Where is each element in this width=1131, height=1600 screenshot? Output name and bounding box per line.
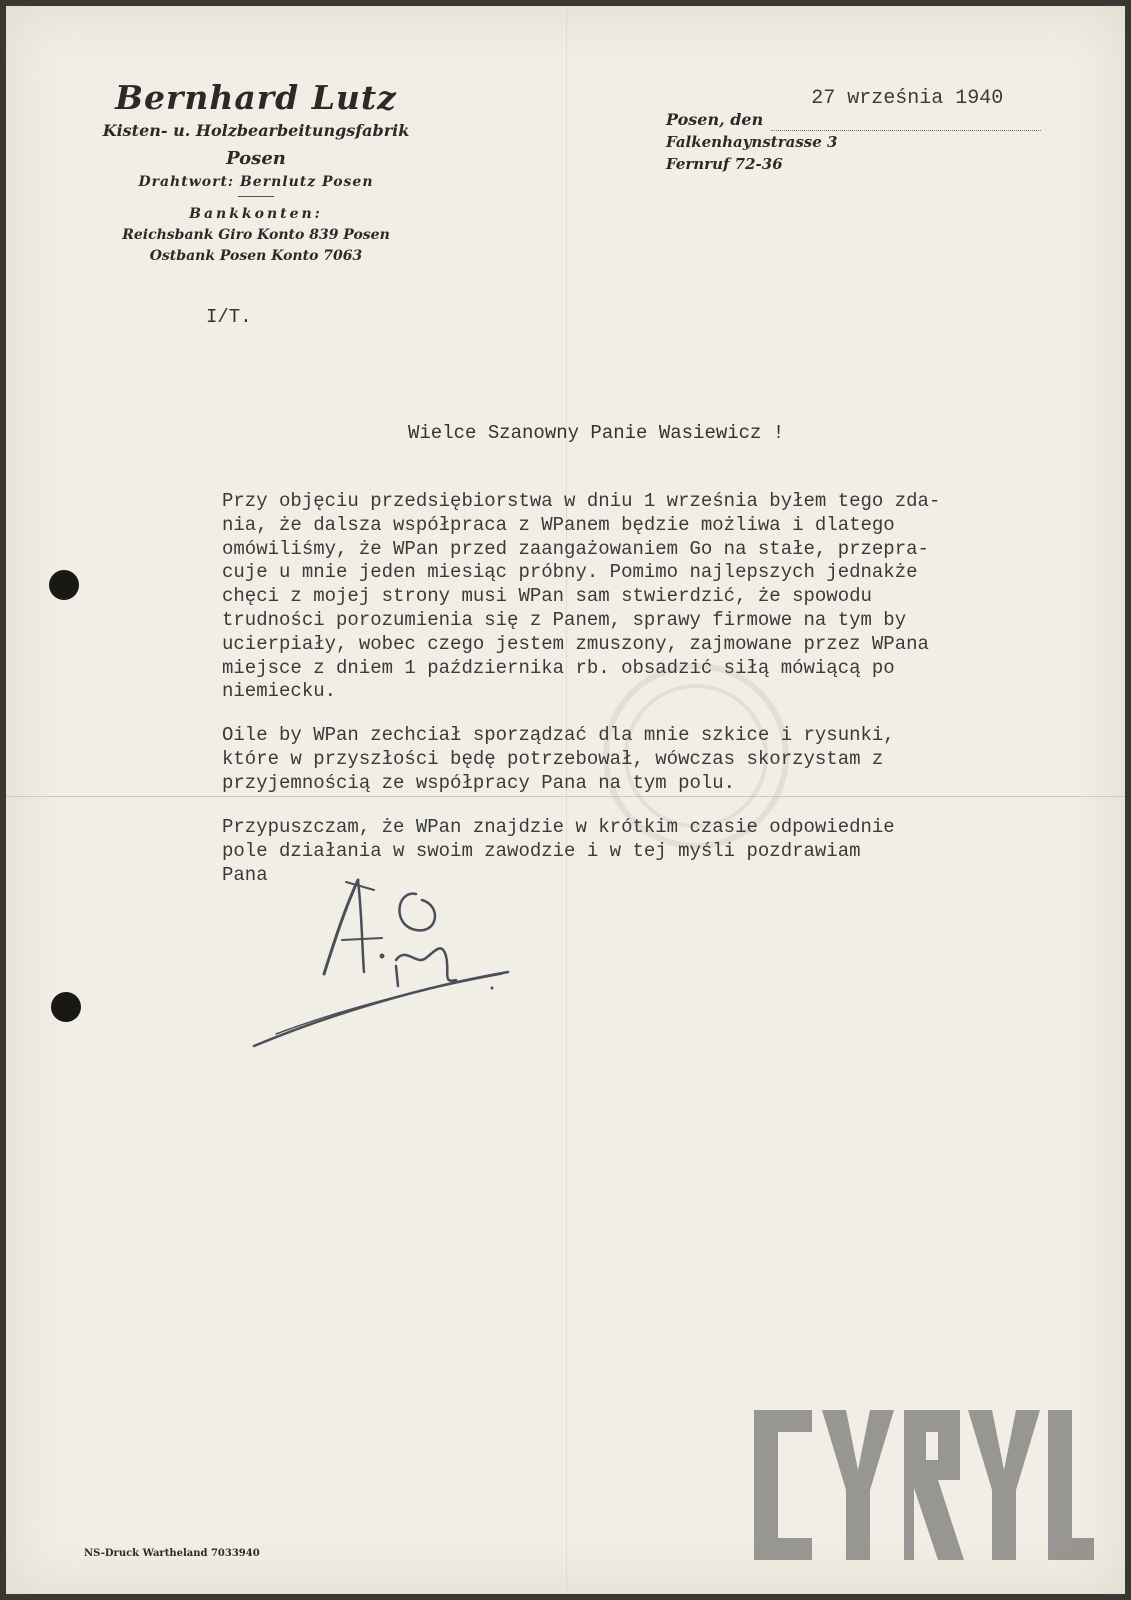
handwritten-signature: [246, 876, 526, 1076]
printer-footer: NS-Druck Wartheland 7033940: [84, 1548, 260, 1559]
paragraph-line: miejsce z dniem 1 października rb. obsadzić siłą mówiącą po: [222, 656, 895, 679]
place-date-line: [666, 87, 1041, 131]
company-phone: Fernruf 72-36: [666, 155, 783, 173]
cyryl-watermark-logo: [754, 1410, 1094, 1560]
reference-code: I/T.: [206, 306, 252, 328]
paragraph-line: cuje u mnie jeden miesiąc próbny. Pomimo najlepszych jednakże: [222, 561, 918, 584]
punch-hole-upper: [49, 570, 79, 600]
paragraph-1: [222, 490, 1102, 704]
letter-sheet: [6, 6, 1125, 1594]
paragraph-2: [222, 724, 1102, 795]
paragraph-line: Pana: [222, 863, 268, 886]
company-business: Kisten- u. Holzbearbeitungsfabrik: [102, 121, 410, 140]
punch-hole-lower: [51, 992, 81, 1022]
date-field: [771, 87, 1041, 131]
company-name: Bernhard Lutz: [115, 78, 397, 117]
letter-date: 27 września 1940: [811, 87, 1004, 110]
paragraph-line: niemiecku.: [222, 680, 337, 703]
company-telegram: Drahtwort: Bernlutz Posen: [138, 174, 374, 190]
paragraph-line: Przypuszczam, że WPan znajdzie w krótkim czasie odpowiednie: [222, 816, 895, 838]
company-city: Posen: [226, 148, 286, 169]
horizontal-fold-line: [6, 796, 1125, 797]
letterhead-divider: [238, 196, 274, 197]
vertical-fold-line: [566, 6, 567, 1594]
bank-account-2: Ostbank Posen Konto 7063: [149, 248, 363, 264]
salutation: Wielce Szanowny Panie Wasiewicz !: [408, 422, 785, 444]
company-address: Falkenhaynstrasse 3: [666, 133, 838, 151]
paragraph-line: przyjemnością ze współpracy Pana na tym polu.: [222, 771, 736, 794]
paragraph-line: trudności porozumienia się z Panem, sprawy firmowe na tym by: [222, 608, 907, 631]
paragraph-line: Oile by WPan zechciał sporządzać dla mnie szkice i rysunki,: [222, 724, 895, 746]
paragraph-line: pole działania w swoim zawodzie i w tej myśli pozdrawiam: [222, 839, 861, 862]
paragraph-line: omówiliśmy, że WPan przed zaangażowaniem Go na stałe, przepra-: [222, 537, 929, 560]
place-date-block: [666, 87, 1041, 175]
paragraph-line: ucierpiały, wobec czego jestem zmuszony, zajmowane przez WPana: [222, 632, 929, 655]
paragraph-line: chęci z mojej strony musi WPan sam stwierdzić, że spowodu: [222, 585, 872, 608]
bank-account-1: Reichsbank Giro Konto 839 Posen: [122, 227, 390, 243]
paragraph-line: które w przyszłości będę potrzebował, wówczas skorzystam z: [222, 747, 884, 770]
paragraph-line: Przy objęciu przedsiębiorstwa w dniu 1 września byłem tego zda-: [222, 490, 941, 512]
bank-heading: Bankkonten:: [189, 206, 323, 222]
letterhead: [76, 78, 436, 267]
paragraph-line: nia, że dalsza współpraca z WPanem będzie możliwa i dlatego: [222, 513, 895, 536]
place-label: Posen, den: [666, 110, 764, 129]
